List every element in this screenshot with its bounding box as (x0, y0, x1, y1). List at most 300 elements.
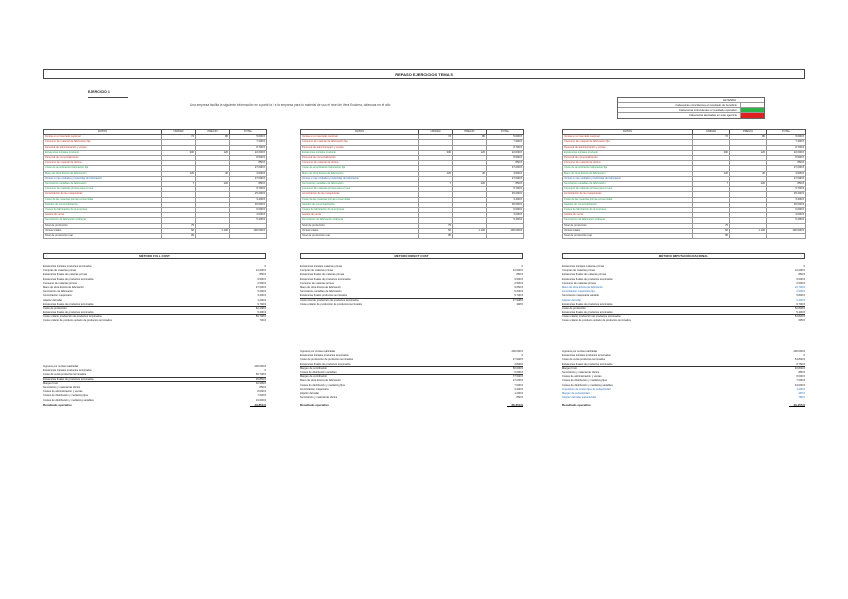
units-cell[interactable]: 72 (162, 135, 196, 140)
statement-value[interactable]: 7.000 € (257, 394, 266, 398)
method-header-full-cost: MÉTODO FULL COST (43, 253, 266, 259)
statement-value[interactable]: 7.000 € (514, 383, 523, 387)
statement-value[interactable]: 6.000 € (514, 370, 523, 374)
total-cell[interactable]: 4.500 € (487, 171, 524, 176)
row-label[interactable]: Nivel de producción (563, 223, 693, 228)
total-cell[interactable]: 30.000 € (767, 202, 806, 207)
statement-value[interactable]: 9.500 € (796, 277, 805, 281)
total-cell[interactable]: 5.600 € (230, 135, 267, 140)
statement-value[interactable]: 77.500 € (512, 375, 523, 379)
statement-value[interactable]: 2.609 € (796, 290, 805, 294)
statement-value[interactable]: 2.500 € (796, 281, 805, 285)
total-cell[interactable]: 5.400 € (767, 218, 806, 223)
statement-label: Coste unitario producción de productos terminados (562, 315, 621, 319)
row-label[interactable]: Suministros variables de fabricación (44, 182, 162, 187)
row-label[interactable]: Suministros de fabricación indirecta (44, 218, 162, 223)
total-cell[interactable]: 22.000 € (487, 150, 524, 155)
statement-value[interactable]: 3.400 € (257, 294, 266, 298)
statement-label: Costes de distribución y marketing fijos (562, 379, 607, 383)
statement-value[interactable]: 5.400 € (796, 311, 805, 315)
units-cell[interactable]: 60 (693, 228, 730, 233)
price-cell[interactable]: 120 (453, 150, 487, 155)
statement-value[interactable]: 0 (803, 354, 805, 358)
statement-value[interactable]: 22.700 € (794, 285, 805, 289)
row-label[interactable]: Consumo de material de fabricación fija (563, 140, 693, 145)
statement-value[interactable]: 27.000 € (512, 379, 523, 383)
total-cell[interactable]: 7.300 € (230, 140, 267, 145)
statement-label: Compras de materias primas (562, 269, 596, 273)
statement-label: Margen bruto (43, 381, 59, 385)
statement-label: Coste de producción de productos terminados (300, 358, 354, 362)
row-label[interactable]: Amortización de las maquinarias (301, 192, 419, 197)
row-label[interactable]: Existencias iniciales producto (563, 150, 693, 155)
result-value[interactable]: 40.155 € (789, 403, 805, 407)
row-label[interactable]: Consumo de material de fabricación fija (44, 140, 162, 145)
statement-value[interactable]: 700 € (259, 319, 266, 323)
total-cell[interactable]: 8.500 € (767, 156, 806, 161)
legend-row (618, 113, 764, 118)
units-cell[interactable]: 7 (419, 182, 453, 187)
price-cell[interactable]: 120 (730, 150, 767, 155)
total-cell[interactable]: 4.500 € (230, 171, 267, 176)
row-label[interactable]: Personal de comercialización (301, 156, 419, 161)
total-cell[interactable] (230, 234, 267, 239)
units-cell[interactable]: 7 (693, 182, 730, 187)
row-label[interactable]: Suministros variables de fabricación (301, 182, 419, 187)
statement-value[interactable]: 1.200 € (796, 387, 805, 391)
legend-header: LEYENDA (618, 98, 764, 103)
statement-value[interactable]: 1.200 € (514, 391, 523, 395)
price-cell[interactable]: 80 (196, 135, 230, 140)
table-row (301, 234, 524, 239)
statement-label: Mano de obra directa de fabricación (43, 285, 85, 289)
total-cell[interactable]: 100.000 € (767, 228, 806, 233)
total-cell[interactable]: 25.200 € (487, 192, 524, 197)
method-header-direct-cost: MÉTODO DIRECT COST (300, 253, 523, 259)
price-cell[interactable]: 1.100 (196, 228, 230, 233)
row-label[interactable]: Ventas en las unidades producidas de fabricación (563, 176, 693, 181)
price-cell[interactable]: 1.100 (453, 228, 487, 233)
statement-label: Amortización maquinaria (300, 387, 329, 391)
units-cell[interactable]: 95 (162, 234, 196, 239)
statement-value[interactable]: 348 € (516, 302, 523, 306)
row-label[interactable]: Consumo de materias primas para el mes (563, 187, 693, 192)
statement-label: Alquiler del taller subactividad (562, 396, 597, 400)
statement-label: Coste unitario producción de productos terminados (43, 315, 102, 319)
statement-value[interactable]: 54.846 € (794, 315, 805, 319)
statement-value[interactable]: 12.000 € (512, 269, 523, 273)
total-cell[interactable] (767, 234, 806, 239)
statement-label: Suministros de fabricación (43, 290, 74, 294)
price-cell[interactable]: 120 (196, 182, 230, 187)
legend-label: Cabeceiras coincidentes el resultado operativo (679, 108, 737, 112)
total-cell[interactable]: 100.000 € (230, 228, 267, 233)
statement-value[interactable]: 8.000 € (257, 390, 266, 394)
statement-label: Suministros y material de oficina (300, 396, 338, 400)
total-cell[interactable]: 4.000 € (230, 213, 267, 218)
statement-value[interactable]: 9.700 € (257, 302, 266, 306)
statement-value[interactable]: 34.000 € (794, 383, 805, 387)
column-header: TOTAL (487, 130, 524, 135)
row-label[interactable]: Sueldos de comercialización (563, 202, 693, 207)
statement-label: Amortización maquinaria (43, 294, 72, 298)
statement-value[interactable]: 5.400 € (257, 311, 266, 315)
total-cell[interactable]: 3.400 € (487, 197, 524, 202)
total-cell[interactable]: 850 € (767, 182, 806, 187)
price-cell[interactable] (730, 234, 767, 239)
statement-label: Margen bruto (562, 366, 578, 370)
units-cell[interactable]: 75 (162, 223, 196, 228)
statement-value[interactable]: 9.500 € (514, 277, 523, 281)
statement-value[interactable]: 5.200 € (514, 290, 523, 294)
price-cell[interactable]: 80 (730, 135, 767, 140)
statement-label: Existencias finales de productos terminados (562, 302, 613, 306)
total-cell[interactable]: 4.000 € (767, 213, 806, 218)
result-label: Resultado operativo (43, 403, 72, 407)
row-label[interactable]: Nivel de producción (301, 223, 419, 228)
total-cell[interactable]: 27.000 € (230, 166, 267, 171)
statement-value[interactable]: 850 € (798, 273, 805, 277)
row-label[interactable]: Coste de amortización fabricación fija (44, 166, 162, 171)
row-label[interactable]: Consumo de materias primas para el mes (44, 187, 162, 192)
statement-label: Existencias finales de productos terminados (562, 311, 613, 315)
price-cell[interactable]: 120 (453, 182, 487, 187)
statement-value[interactable]: 2.500 € (257, 281, 266, 285)
statement-line (562, 396, 805, 400)
statement-value[interactable]: 62.848 € (794, 306, 805, 310)
statement-label: Coste unitario de producción de productos terminados (300, 302, 363, 306)
total-cell[interactable]: 8.700 € (487, 145, 524, 150)
total-cell[interactable]: 3.400 € (767, 197, 806, 202)
statement-value[interactable]: 0 (803, 265, 805, 268)
price-cell[interactable]: 120 (730, 182, 767, 187)
statement-value[interactable]: 8.750 € (796, 362, 805, 366)
price-cell[interactable]: 120 (196, 150, 230, 155)
statement-label: Costes de distribución y marketing fijos (300, 383, 345, 387)
row-label[interactable]: Personal de comercialización (44, 156, 162, 161)
row-label[interactable]: Sueldos de comercialización (44, 202, 162, 207)
statement-value[interactable]: 12.000 € (255, 269, 266, 273)
units-cell[interactable]: 300 (162, 150, 196, 155)
units-cell[interactable]: 300 (419, 150, 453, 155)
row-label[interactable]: Ventas totales (44, 228, 162, 233)
total-cell[interactable]: 7.300 € (487, 140, 524, 145)
statement-value[interactable]: 5.200 € (257, 290, 266, 294)
statement-value[interactable]: 695 € (798, 319, 805, 323)
total-cell[interactable]: 27.000 € (767, 166, 806, 171)
price-cell[interactable]: 1.100 (730, 228, 767, 233)
result-line (300, 403, 523, 407)
row-label[interactable]: Nivel de producción (44, 223, 162, 228)
row-label[interactable]: Costes de fabricación de la empresa (44, 208, 162, 213)
statement-value[interactable]: 1.200 € (257, 298, 266, 302)
units-cell[interactable]: 120 (693, 171, 730, 176)
statement-value[interactable]: 850 € (259, 273, 266, 277)
row-label[interactable]: Gastos de venta (301, 213, 419, 218)
total-cell[interactable]: 6.000 € (767, 208, 806, 213)
row-label[interactable]: Consumo de materias primas para el mes (301, 187, 419, 192)
statement-value[interactable]: 0 (521, 354, 523, 358)
statement-value[interactable]: 0 (264, 265, 266, 268)
units-cell[interactable]: 120 (162, 171, 196, 176)
statement-value[interactable]: 9.700 € (514, 294, 523, 298)
data-table-full-cost (43, 129, 267, 239)
row-label[interactable]: Coste de amortización fabricación fija (301, 166, 419, 171)
statement-label: Alquiler del taller (300, 391, 320, 395)
statement-value[interactable]: 32.999 € (255, 381, 266, 385)
full-cost-total (43, 403, 266, 407)
statement-label: Mano de obra directa de fabricación (300, 379, 342, 383)
total-cell[interactable]: 850 € (767, 161, 806, 166)
total-cell[interactable]: 850 € (487, 161, 524, 166)
row-label[interactable]: Ventas en las unidades producidas de fabricación (301, 176, 419, 181)
total-cell[interactable]: 27.000 € (487, 166, 524, 171)
row-label[interactable]: Amortización de las maquinarias (44, 192, 162, 197)
statement-label: Suministros variables de fabricación (300, 290, 342, 294)
total-cell[interactable]: 6.000 € (487, 208, 524, 213)
row-label[interactable]: Costes de fabricación de la empresa (301, 208, 419, 213)
units-cell[interactable]: 72 (693, 135, 730, 140)
statement-value[interactable]: 2.500 € (514, 281, 523, 285)
row-label[interactable]: Existencias iniciales producto (301, 150, 419, 155)
statement-label: Coste de producción (43, 306, 67, 310)
statement-value[interactable]: 46.849 € (794, 366, 805, 370)
statement-value[interactable]: 34.000 € (255, 398, 266, 402)
units-cell[interactable]: 75 (419, 223, 453, 228)
units-cell[interactable]: 75 (693, 223, 730, 228)
statement-value[interactable]: 56.748 € (255, 315, 266, 319)
total-cell[interactable]: 5.700 € (230, 187, 267, 192)
row-label[interactable]: Mano de obra directa de fabricación (301, 171, 419, 176)
price-cell[interactable] (196, 234, 230, 239)
row-label[interactable]: Ventas totales (301, 228, 419, 233)
total-cell[interactable]: 850 € (230, 161, 267, 166)
row-label[interactable]: Mano de obra directa de fabricación (44, 171, 162, 176)
total-cell[interactable]: 27.000 € (767, 176, 806, 181)
total-cell[interactable]: 850 € (487, 182, 524, 187)
statement-value[interactable]: 0 (264, 369, 266, 373)
row-label[interactable]: Consumo de material de oficina (563, 161, 693, 166)
units-cell[interactable]: 95 (419, 234, 453, 239)
units-cell[interactable]: 7 (162, 182, 196, 187)
total-cell[interactable] (487, 234, 524, 239)
legend-box (617, 97, 765, 119)
total-cell[interactable]: 5.600 € (767, 135, 806, 140)
statement-value[interactable]: 9.800 € (796, 294, 805, 298)
statement-value[interactable]: 200.000 € (511, 350, 523, 353)
row-label[interactable]: Gastos de venta (44, 213, 162, 218)
units-cell[interactable]: 60 (162, 228, 196, 233)
row-label[interactable]: Consumo de material de oficina (301, 161, 419, 166)
result-value[interactable]: 36.250 € (507, 403, 523, 407)
statement-label: Alquiler del taller (562, 298, 582, 302)
column-header: TOTAL (230, 130, 267, 135)
statement-value[interactable]: 200.000 € (254, 365, 266, 368)
row-label[interactable]: Nivel de producción real (301, 234, 419, 239)
price-cell[interactable] (453, 234, 487, 239)
total-cell[interactable]: 850 € (230, 182, 267, 187)
total-cell[interactable]: 100.000 € (487, 228, 524, 233)
total-cell[interactable]: 25.200 € (767, 192, 806, 197)
direct-cost-production-list (300, 265, 523, 307)
row-label[interactable]: Ventas en el mercado nacional (301, 135, 419, 140)
statement-value[interactable]: 487 € (798, 391, 805, 395)
row-label[interactable]: Suministros de fabricación indirecta (301, 218, 419, 223)
row-label[interactable]: Ventas en el mercado nacional (563, 135, 693, 140)
row-label[interactable]: Coste de las materias primas consumidas (44, 197, 162, 202)
total-cell[interactable]: 22.000 € (767, 150, 806, 155)
column-header: UNIDAD (419, 130, 453, 135)
row-label[interactable]: Nivel de producción real (44, 234, 162, 239)
statement-value[interactable]: 56.748 € (255, 373, 266, 377)
statement-label: Ingresos por ventas realizadas (562, 350, 598, 353)
statement-label: Costes de distribución y marketing variables (43, 398, 94, 402)
table-row (563, 234, 806, 239)
statement-value[interactable]: 50.000 € (512, 366, 523, 370)
statement-label: Coste de venta productos terminados (562, 358, 606, 362)
total-cell[interactable]: 5.700 € (487, 187, 524, 192)
row-label[interactable]: Personal de administración y ventas (301, 145, 419, 150)
statement-label: Costes de administración y ventas (43, 390, 83, 394)
units-cell[interactable]: 60 (419, 228, 453, 233)
row-label[interactable]: Gastos de venta (563, 213, 693, 218)
row-label[interactable]: Ventas en el mercado nacional (44, 135, 162, 140)
row-label[interactable]: Suministros variables de fabricación (563, 182, 693, 187)
statement-value[interactable]: 27.000 € (255, 285, 266, 289)
statement-label: Costes de distribución y marketing fijos (43, 394, 88, 398)
total-cell[interactable]: 25.200 € (230, 192, 267, 197)
row-label[interactable]: Personal de administración y ventas (44, 145, 162, 150)
statement-line (562, 319, 805, 323)
statement-value[interactable]: 62.448 € (255, 306, 266, 310)
price-cell[interactable]: 40 (196, 171, 230, 176)
statement-value[interactable]: 780 € (798, 396, 805, 400)
column-header: PRECIO (196, 130, 230, 135)
statement-value[interactable]: 850 € (798, 370, 805, 374)
statement-label: Amortización maquinaria fija (562, 290, 595, 294)
units-cell[interactable]: 300 (693, 150, 730, 155)
imputacion-total (562, 403, 805, 407)
column-header: PRECIO (730, 130, 767, 135)
statement-value[interactable]: 1.200 € (796, 298, 805, 302)
row-label[interactable]: Costes de fabricación de la empresa (563, 208, 693, 213)
total-cell[interactable]: 4.500 € (767, 171, 806, 176)
statement-label: Ingresos por ventas realizadas (43, 365, 79, 368)
imputacion-production-list (562, 265, 805, 324)
row-label[interactable]: Sueldos de comercialización (301, 202, 419, 207)
row-label[interactable]: Ventas totales (563, 228, 693, 233)
price-cell[interactable]: 40 (453, 171, 487, 176)
total-cell[interactable]: 5.400 € (487, 218, 524, 223)
column-header: DATOS (563, 130, 693, 135)
total-cell[interactable]: 7.300 € (767, 140, 806, 145)
statement-label: Suministros maquinaria variable (562, 294, 599, 298)
statement-value[interactable]: 12.000 € (794, 269, 805, 273)
statement-value[interactable]: 26.853 € (255, 377, 266, 381)
full-cost-result-list (43, 365, 266, 403)
statement-label: Coste total de producción de productos terminados (300, 298, 359, 302)
column-header: TOTAL (767, 130, 806, 135)
total-cell[interactable]: 5.700 € (767, 187, 806, 192)
row-label[interactable]: Existencias iniciales producto (44, 150, 162, 155)
statement-value[interactable]: 9.700 € (796, 302, 805, 306)
statement-value[interactable]: 4.848 € (514, 362, 523, 366)
statement-value[interactable]: 9.650 € (514, 285, 523, 289)
row-label[interactable]: Coste de las materias primas consumidas (301, 197, 419, 202)
units-cell[interactable]: 120 (419, 171, 453, 176)
statement-value[interactable]: 850 € (516, 273, 523, 277)
statement-value[interactable]: 54.846 € (794, 358, 805, 362)
total-cell[interactable]: 3.400 € (230, 197, 267, 202)
statement-label: Coste de producción (562, 306, 586, 310)
result-line (562, 403, 805, 407)
total-cell[interactable]: 22.000 € (230, 150, 267, 155)
statement-value[interactable]: 27.948 € (512, 358, 523, 362)
total-cell[interactable]: 8.700 € (767, 145, 806, 150)
total-cell[interactable]: 6.000 € (230, 208, 267, 213)
row-label[interactable]: Mano de obra directa de fabricación (563, 171, 693, 176)
row-label[interactable]: Amortización de las maquinarias (563, 192, 693, 197)
total-cell[interactable]: 30.000 € (230, 202, 267, 207)
price-cell[interactable]: 80 (453, 135, 487, 140)
statement-value[interactable]: 27.948 € (512, 298, 523, 302)
statement-value[interactable]: 850 € (516, 396, 523, 400)
total-cell[interactable]: 8.500 € (487, 156, 524, 161)
legend-swatch-green (740, 108, 764, 112)
total-cell[interactable]: 5.400 € (230, 218, 267, 223)
statement-label: Margen de contribución (300, 366, 328, 370)
row-label[interactable]: Personal de administración y ventas (563, 145, 693, 150)
statement-label: Mano de obra directa de fabricación (300, 285, 342, 289)
row-label[interactable]: Suministros de fabricación indirecta (563, 218, 693, 223)
statement-label: Margen de contribución (300, 375, 328, 379)
table-row (44, 234, 267, 239)
total-cell[interactable]: 8.500 € (230, 156, 267, 161)
statement-value[interactable]: 7.000 € (796, 379, 805, 383)
row-label[interactable]: Consumo de material de oficina (44, 161, 162, 166)
row-label[interactable]: Ventas en las unidades producidas de fabricación (44, 176, 162, 181)
units-cell[interactable]: 95 (693, 234, 730, 239)
statement-value[interactable]: 200.000 € (793, 350, 805, 353)
column-header: UNIDAD (693, 130, 730, 135)
total-cell[interactable]: 4.000 € (487, 213, 524, 218)
column-header: DATOS (301, 130, 419, 135)
total-cell[interactable]: 27.000 € (230, 176, 267, 181)
column-header: DATOS (44, 130, 162, 135)
row-label[interactable]: Nivel de producción real (563, 234, 693, 239)
total-cell[interactable]: 30.000 € (487, 202, 524, 207)
statement-label: Existencias iniciales productos terminados (562, 354, 611, 358)
row-label[interactable]: Coste de las materias primas consumidas (563, 197, 693, 202)
total-cell[interactable]: 5.600 € (487, 135, 524, 140)
result-value[interactable]: 43.850 € (250, 403, 266, 407)
price-cell[interactable]: 40 (730, 171, 767, 176)
statement-value[interactable]: 8.000 € (796, 375, 805, 379)
row-label[interactable]: Personal de comercialización (563, 156, 693, 161)
statement-value[interactable]: 0 (521, 265, 523, 268)
statement-label: Existencias iniciales productos terminados (43, 369, 92, 373)
row-label[interactable]: Coste de amortización fabricación fija (563, 166, 693, 171)
statement-value[interactable]: 3.400 € (514, 387, 523, 391)
row-label[interactable]: Consumo de material de fabricación fija (301, 140, 419, 145)
exercise-label: EJERCICIO 1 (88, 90, 128, 98)
units-cell[interactable]: 72 (419, 135, 453, 140)
statement-value[interactable]: 9.500 € (257, 277, 266, 281)
statement-value[interactable]: 850 € (259, 385, 266, 389)
total-cell[interactable]: 27.000 € (487, 176, 524, 181)
legend-swatch-white (740, 103, 764, 107)
total-cell[interactable]: 8.700 € (230, 145, 267, 150)
